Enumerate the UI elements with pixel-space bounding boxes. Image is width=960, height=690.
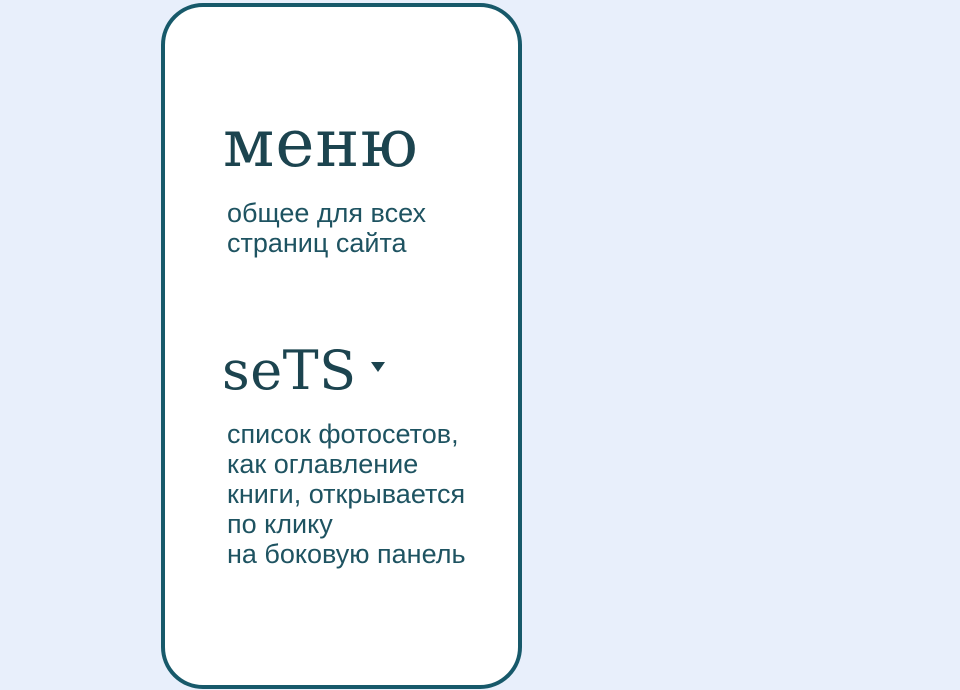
sets-description-line: на боковую панель xyxy=(227,539,466,569)
sets-label[interactable]: seTS xyxy=(222,339,357,402)
sets-description-line: по клику xyxy=(227,509,333,539)
menu-description-line: общее для всех xyxy=(227,198,427,228)
menu-section-title: меню xyxy=(223,105,419,182)
sets-description-line: список фотосетов, xyxy=(227,419,459,449)
sets-description-line: книги, открывается xyxy=(227,479,466,509)
menu-description xyxy=(227,198,426,258)
phone-frame xyxy=(161,3,522,689)
chevron-down-icon[interactable] xyxy=(371,362,385,372)
menu-description-line: страниц сайта xyxy=(227,228,407,258)
sets-description-line: как оглавление xyxy=(227,449,419,479)
sets-menu-item[interactable] xyxy=(222,339,385,402)
sets-description xyxy=(227,419,466,569)
